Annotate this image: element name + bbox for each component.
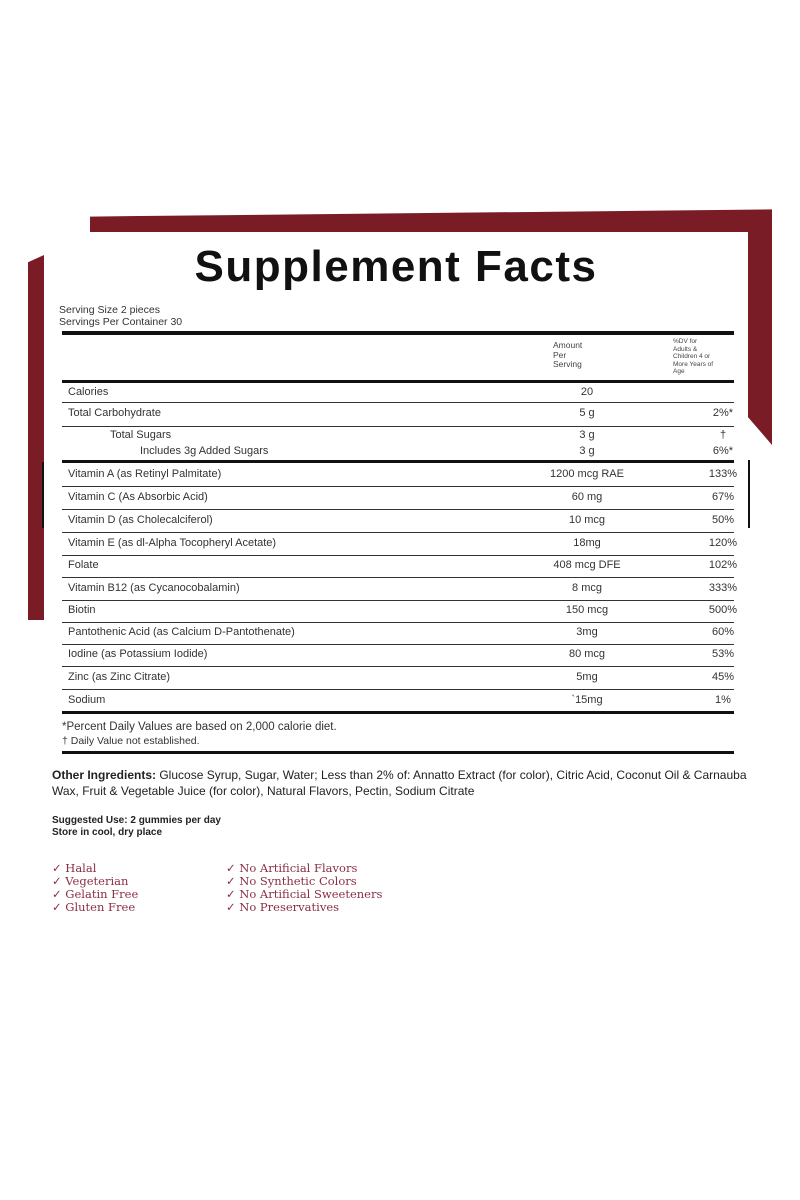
table-row-added-sugars [62, 445, 734, 459]
servings-per-container: Servings Per Container 30 [59, 316, 183, 328]
nutrient-name: Includes 3g Added Sugars [140, 445, 269, 457]
header-dv-line: Adults & [673, 345, 698, 353]
nutrient-name: Sodium [68, 694, 106, 706]
claims-list-right [226, 862, 382, 914]
nutrient-name: Vitamin A (as Retinyl Palmitate) [68, 468, 222, 480]
nutrient-name: Vitamin E (as dl-Alpha Tocopheryl Acetate) [68, 537, 277, 549]
claim-item: ✓ Gelatin Free [52, 887, 139, 901]
other-ingredients [52, 767, 752, 799]
nutrient-name: Folate [68, 559, 99, 571]
nutrient-name: Vitamin D (as Cholecalciferol) [68, 514, 213, 526]
nutrient-amount: 150 mcg [565, 604, 609, 616]
nutrient-dv: 60% [711, 626, 735, 638]
header-daily-value [673, 338, 725, 376]
claim-item: ✓ Halal [52, 861, 97, 875]
claim-item: ✓ Vegeterian [52, 874, 129, 888]
header-amount-per-serving [553, 341, 582, 370]
table-row-vitamin-d [62, 514, 734, 533]
table-row-calories [62, 386, 734, 403]
nutrient-name: Vitamin C (As Absorbic Acid) [68, 491, 208, 503]
nutrient-dv: 50% [711, 514, 735, 526]
nutrient-amount: 60 mg [571, 491, 603, 503]
table-row-vitamin-b12 [62, 582, 738, 601]
rule-footer [62, 751, 734, 754]
nutrient-dv: 133% [708, 468, 738, 480]
table-row-zinc [62, 671, 734, 690]
table-row-folate [62, 559, 738, 578]
other-ingredients-text: Glucose Syrup, Sugar, Water; Less than 2% of: Annatto Extract (for color), Citric Acid, Coconut Oil & Carnauba Wax, Fruit & Vegetable Juice (for color), Natural Flavors, Pectin, Sodium Citrate [52, 768, 747, 798]
nutrient-amount: 408 mcg DFE [553, 559, 621, 571]
nutrient-amount: 20 [580, 386, 594, 398]
claims-list-left [52, 862, 138, 914]
other-ingredients-label: Other Ingredients: [52, 768, 157, 782]
table-row-total-carbohydrate [62, 407, 734, 427]
nutrient-dv: 67% [711, 491, 735, 503]
rule-header [62, 380, 734, 383]
page-title: Supplement Facts [194, 242, 598, 291]
header-dv-line: Children 4 or [673, 353, 711, 361]
nutrient-amount: 8 mcg [572, 582, 602, 594]
nutrient-amount: `15mg [571, 694, 603, 706]
suggested-use: Suggested Use: 2 gummies per day [52, 815, 221, 826]
footnote-percent-dv: *Percent Daily Values are based on 2,000 calorie diet. [62, 721, 337, 733]
table-row-sodium [62, 694, 734, 710]
serving-size: Serving Size 2 pieces [59, 304, 160, 316]
nutrient-amount: 3 g [579, 429, 595, 441]
nutrient-name: Pantothenic Acid (as Calcium D-Pantothenate) [68, 626, 295, 638]
nutrient-name: Vitamin B12 (as Cycanocobalamin) [68, 582, 240, 594]
nutrient-amount: 3mg [576, 626, 598, 638]
claim-item: ✓ No Preservatives [226, 900, 340, 914]
nutrient-amount: 5 g [579, 407, 595, 419]
claim-item: ✓ No Synthetic Colors [226, 874, 357, 888]
header-amount-line: Amount [553, 340, 583, 350]
storage-instructions: Store in cool, dry place [52, 827, 163, 838]
supplement-facts-panel [44, 232, 748, 754]
nutrient-dv: † [719, 429, 727, 441]
claim-item: ✓ Gluten Free [52, 900, 136, 914]
header-amount-line: Serving [553, 359, 582, 369]
table-row-total-sugars [62, 429, 734, 443]
header-dv-line: Age [673, 368, 685, 376]
table-row-vitamin-c [62, 491, 734, 510]
nutrient-dv: 102% [708, 559, 738, 571]
table-row-iodine [62, 648, 734, 667]
nutrient-amount: 3 g [579, 445, 595, 457]
nutrient-name: Zinc (as Zinc Citrate) [68, 671, 171, 683]
nutrient-dv: 53% [711, 648, 735, 660]
rule-vitamins [62, 460, 734, 463]
nutrient-amount: 10 mcg [568, 514, 606, 526]
header-dv-line: %DV for [673, 338, 698, 345]
claim-item: ✓ No Artificial Sweeteners [226, 887, 383, 901]
nutrient-dv: 2%* [712, 407, 734, 419]
nutrient-name: Calories [68, 386, 109, 398]
nutrient-name: Total Sugars [110, 429, 172, 441]
nutrient-name: Biotin [68, 604, 96, 616]
nutrient-name: Iodine (as Potassium Iodide) [68, 648, 208, 660]
claim-item: ✓ No Artificial Flavors [226, 861, 358, 875]
decorative-banner-left [28, 255, 44, 620]
nutrient-dv: 500% [708, 604, 738, 616]
nutrient-amount: 1200 mcg RAE [550, 468, 624, 480]
nutrient-dv: 6%* [712, 445, 734, 457]
nutrient-name: Total Carbohydrate [68, 407, 161, 419]
header-dv-line: More Years of [673, 360, 714, 368]
rule-bottom [62, 711, 734, 714]
header-amount-line: Per [553, 349, 567, 360]
serving-info [59, 304, 182, 328]
footnote-dagger: † Daily Value not established. [62, 735, 200, 747]
rule-top [62, 331, 734, 335]
nutrient-dv: 1% [715, 694, 731, 706]
table-row-vitamin-e [62, 537, 738, 556]
nutrient-amount: 18mg [573, 537, 601, 549]
table-row-vitamin-a [62, 468, 738, 487]
nutrient-amount: 5mg [576, 671, 598, 683]
table-row-biotin [62, 604, 738, 623]
nutrient-dv: 45% [711, 671, 735, 683]
table-row-pantothenic-acid [62, 626, 734, 645]
usage-instructions [52, 815, 221, 839]
nutrient-dv: 333% [708, 582, 738, 594]
nutrient-amount: 80 mcg [568, 648, 606, 660]
nutrient-dv: 120% [708, 537, 738, 549]
